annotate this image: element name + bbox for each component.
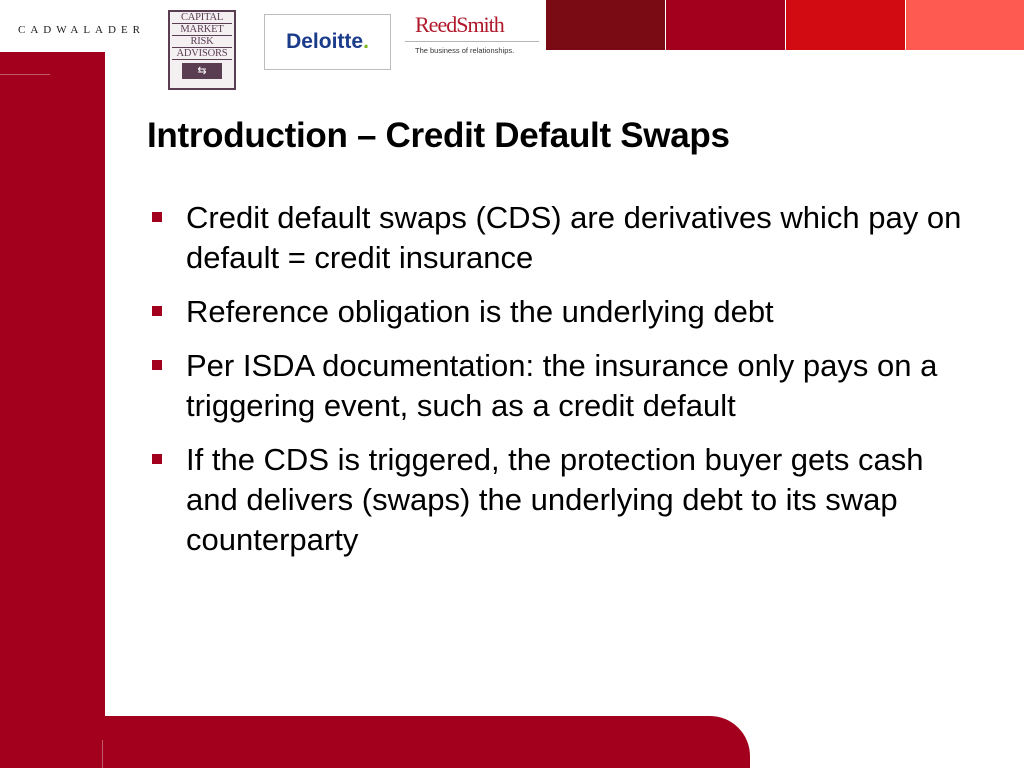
- bottom-red-band: [0, 716, 750, 768]
- square-bullet-icon: [152, 306, 162, 316]
- deloitte-logo: [264, 14, 391, 70]
- bullet-item: [148, 198, 968, 278]
- cadwalader-logo: CADWALADER: [18, 24, 145, 36]
- color-block-red: [666, 0, 785, 50]
- reedsmith-logo-tagline: The business of relationships.: [415, 46, 515, 55]
- cmra-logo-line: ADVISORS: [172, 48, 232, 60]
- reedsmith-logo: [405, 12, 539, 72]
- bullet-item: [148, 292, 968, 332]
- capital-market-risk-advisors-logo: [168, 10, 236, 90]
- color-block-dark-red: [546, 0, 665, 50]
- left-red-band: [0, 52, 105, 768]
- slide-title: Introduction – Credit Default Swaps: [147, 116, 730, 155]
- cmra-logo-line: MARKET: [172, 24, 232, 36]
- top-color-blocks: [546, 0, 1024, 50]
- bullet-item: [148, 346, 968, 426]
- square-bullet-icon: [152, 360, 162, 370]
- color-block-bright-red: [786, 0, 905, 50]
- cmra-logo-line: RISK: [172, 36, 232, 48]
- bullet-text: Per ISDA documentation: the insurance only pays on a triggering event, such as a credit default: [186, 348, 938, 423]
- bottom-band-divider: [102, 740, 103, 768]
- bullet-item: [148, 440, 968, 560]
- square-bullet-icon: [152, 454, 162, 464]
- reedsmith-logo-rule: [405, 41, 539, 42]
- bullet-text: Credit default swaps (CDS) are derivatives which pay on default = credit insurance: [186, 200, 962, 275]
- left-band-divider: [0, 74, 50, 75]
- square-bullet-icon: [152, 212, 162, 222]
- bullet-text: Reference obligation is the underlying debt: [186, 294, 774, 329]
- cmra-logo-line: CAPITAL: [172, 12, 232, 24]
- exchange-arrows-icon: ⇆: [182, 63, 222, 79]
- bullet-list: [148, 198, 968, 574]
- deloitte-logo-dot: .: [363, 30, 369, 53]
- deloitte-logo-text: Deloitte: [286, 30, 364, 53]
- color-block-coral: [906, 0, 1024, 50]
- reedsmith-logo-name: ReedSmith: [415, 12, 504, 37]
- bullet-text: If the CDS is triggered, the protection buyer gets cash and delivers (swaps) the underlying debt to its swap counterparty: [186, 442, 924, 557]
